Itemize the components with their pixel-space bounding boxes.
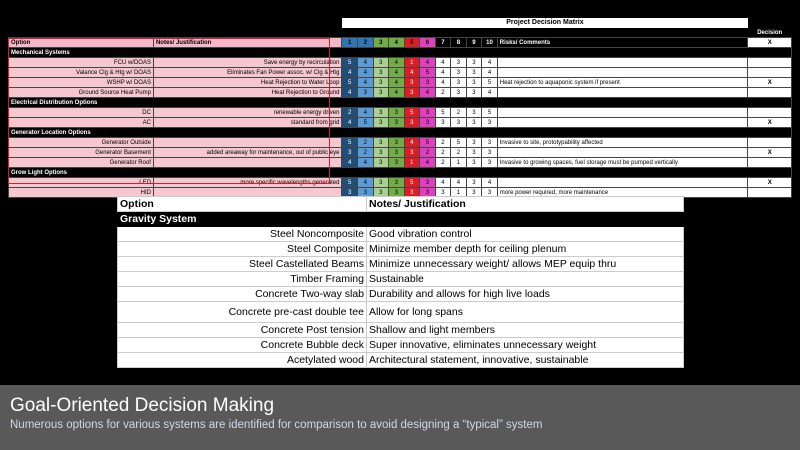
notes-column-header: Notes/ Justification <box>153 38 341 48</box>
risk-cell: Invasive to growing spaces, fuel storage must be pumped vertically <box>497 158 748 168</box>
decision-cell <box>748 88 792 98</box>
note-cell: Save energy by recirculation <box>153 58 341 68</box>
score-cell: 3 <box>466 58 482 68</box>
risk-cell <box>497 118 748 128</box>
gravity-option-cell: Concrete pre-cast double tee <box>118 302 367 323</box>
gravity-row <box>118 242 684 257</box>
score-cell: 4 <box>404 68 420 78</box>
score-cell: 3 <box>373 148 389 158</box>
number-column-header: 7 <box>435 38 451 48</box>
score-cell: 4 <box>451 178 467 188</box>
risk-cell: Invasive to site, prototypability affected <box>497 138 748 148</box>
score-cell: 3 <box>404 78 420 88</box>
score-cell: 3 <box>435 188 451 198</box>
gravity-row <box>118 227 684 242</box>
score-cell: 3 <box>373 68 389 78</box>
risk-cell <box>497 108 748 118</box>
gravity-option-cell: Concrete Two-way slab <box>118 287 367 302</box>
score-cell: 2 <box>451 148 467 158</box>
gravity-row <box>118 287 684 302</box>
gravity-row <box>118 338 684 353</box>
score-cell: 3 <box>389 148 405 158</box>
score-cell: 3 <box>404 118 420 128</box>
score-cell: 3 <box>357 88 373 98</box>
risk-cell <box>497 58 748 68</box>
score-cell: 4 <box>389 68 405 78</box>
option-cell: FCU w/DOAS <box>9 58 154 68</box>
score-cell: 3 <box>404 148 420 158</box>
gravity-section-row <box>118 212 684 227</box>
decision-cell: X <box>748 148 792 158</box>
gravity-row <box>118 353 684 368</box>
score-cell: 3 <box>482 118 498 128</box>
score-cell: 3 <box>389 158 405 168</box>
score-cell: 3 <box>342 148 358 158</box>
option-cell: Ground Source Heat Pump <box>9 88 154 98</box>
matrix-section-row <box>9 48 792 58</box>
score-cell: 3 <box>451 68 467 78</box>
score-cell: 2 <box>435 88 451 98</box>
score-cell: 3 <box>451 118 467 128</box>
risk-cell <box>497 88 748 98</box>
score-cell: 5 <box>342 58 358 68</box>
score-cell: 5 <box>404 108 420 118</box>
score-cell: 5 <box>342 78 358 88</box>
score-cell: 3 <box>466 68 482 78</box>
decision-column-header: X <box>748 38 792 48</box>
option-cell: Generator Outside <box>9 138 154 148</box>
score-cell: 1 <box>404 158 420 168</box>
score-cell: 3 <box>466 108 482 118</box>
score-cell: 1 <box>404 58 420 68</box>
risk-cell <box>497 148 748 158</box>
score-cell: 4 <box>482 88 498 98</box>
score-cell: 5 <box>482 108 498 118</box>
score-cell: 3 <box>389 118 405 128</box>
note-cell: more specific wavelengths generated <box>153 178 341 188</box>
option-cell: DC <box>9 108 154 118</box>
score-cell: 3 <box>389 188 405 198</box>
score-cell: 2 <box>435 138 451 148</box>
gravity-note-cell: Shallow and light members <box>367 323 684 338</box>
score-cell: 4 <box>389 88 405 98</box>
matrix-section-title: Grow Light Options <box>9 168 792 178</box>
score-cell: 5 <box>435 108 451 118</box>
score-cell: 5 <box>342 178 358 188</box>
score-cell: 3 <box>373 78 389 88</box>
score-cell: 3 <box>435 118 451 128</box>
gravity-note-cell: Sustainable <box>367 272 684 287</box>
score-cell: 3 <box>357 188 373 198</box>
score-cell: 4 <box>420 158 436 168</box>
score-cell: 5 <box>342 138 358 148</box>
decision-column-title: Decision <box>748 28 792 38</box>
gravity-option-header: Option <box>118 197 367 212</box>
matrix-section-row <box>9 168 792 178</box>
matrix-row <box>9 58 792 68</box>
matrix-row <box>9 158 792 168</box>
score-cell: 4 <box>357 158 373 168</box>
gravity-section-title: Gravity System <box>118 212 684 227</box>
note-cell: renewable energy driven <box>153 108 341 118</box>
score-cell: 5 <box>404 178 420 188</box>
score-cell: 4 <box>342 88 358 98</box>
gravity-system-table <box>117 196 684 368</box>
gravity-row <box>118 323 684 338</box>
option-cell: LED <box>9 178 154 188</box>
score-cell: 4 <box>389 78 405 88</box>
decision-matrix-table <box>8 18 792 198</box>
number-column-header: 5 <box>404 38 420 48</box>
score-cell: 3 <box>466 88 482 98</box>
number-column-header: 9 <box>466 38 482 48</box>
score-cell: 3 <box>466 158 482 168</box>
gravity-option-cell: Timber Framing <box>118 272 367 287</box>
score-cell: 1 <box>451 188 467 198</box>
score-cell: 3 <box>451 58 467 68</box>
score-cell: 3 <box>404 88 420 98</box>
gravity-option-cell: Steel Composite <box>118 242 367 257</box>
score-cell: 3 <box>389 138 405 148</box>
matrix-section-title: Generator Location Options <box>9 128 792 138</box>
matrix-title-row <box>9 18 792 28</box>
score-cell: 3 <box>451 88 467 98</box>
score-cell: 5 <box>357 118 373 128</box>
note-cell <box>153 138 341 148</box>
score-cell: 4 <box>357 58 373 68</box>
matrix-row <box>9 108 792 118</box>
score-cell: 1 <box>451 158 467 168</box>
gravity-option-cell: Steel Noncomposite <box>118 227 367 242</box>
score-cell: 3 <box>466 138 482 148</box>
score-cell: 3 <box>373 158 389 168</box>
score-cell: 4 <box>357 68 373 78</box>
score-cell: 4 <box>420 58 436 68</box>
score-cell: 3 <box>373 138 389 148</box>
score-cell: 4 <box>357 108 373 118</box>
note-cell <box>153 158 341 168</box>
score-cell: 3 <box>466 178 482 188</box>
score-cell: 2 <box>357 148 373 158</box>
decision-cell <box>748 58 792 68</box>
number-column-header: 3 <box>373 38 389 48</box>
score-cell: 4 <box>404 138 420 148</box>
option-cell: AC <box>9 118 154 128</box>
score-cell: 3 <box>420 118 436 128</box>
score-cell: 2 <box>357 138 373 148</box>
score-cell: 3 <box>420 78 436 88</box>
gravity-option-cell: Steel Castellated Beams <box>118 257 367 272</box>
score-cell: 4 <box>482 178 498 188</box>
risk-cell <box>497 178 748 188</box>
score-cell: 3 <box>373 88 389 98</box>
risk-cell: more power required, more maintenance <box>497 188 748 198</box>
score-cell: 5 <box>420 138 436 148</box>
decision-cell <box>748 138 792 148</box>
score-cell: 3 <box>466 148 482 158</box>
score-cell: 4 <box>389 58 405 68</box>
matrix-section-title: Mechanical Systems <box>9 48 792 58</box>
note-cell: Heat Rejection to Ground <box>153 88 341 98</box>
gravity-note-cell: Minimize member depth for ceiling plenum <box>367 242 684 257</box>
score-cell: 4 <box>342 158 358 168</box>
score-cell: 4 <box>357 78 373 88</box>
gravity-note-cell: Architectural statement, innovative, sustainable <box>367 353 684 368</box>
score-cell: 3 <box>451 78 467 88</box>
matrix-row <box>9 78 792 88</box>
gravity-row <box>118 272 684 287</box>
score-cell: 3 <box>373 188 389 198</box>
gravity-note-cell: Durability and allows for high live loads <box>367 287 684 302</box>
number-column-header: 1 <box>342 38 358 48</box>
decision-cell: X <box>748 178 792 188</box>
score-cell: 4 <box>435 178 451 188</box>
matrix-row <box>9 68 792 78</box>
matrix-decision-label-row <box>9 28 792 38</box>
score-cell: 3 <box>389 108 405 118</box>
note-cell: Heat Rejection to Water Loop <box>153 78 341 88</box>
score-cell: 3 <box>420 188 436 198</box>
score-cell: 4 <box>482 58 498 68</box>
score-cell: 3 <box>466 118 482 128</box>
gravity-note-cell: Super innovative, eliminates unnecessary weight <box>367 338 684 353</box>
score-cell: 2 <box>451 108 467 118</box>
matrix-section-row <box>9 98 792 108</box>
matrix-title: Project Decision Matrix <box>342 18 748 28</box>
score-cell: 3 <box>373 108 389 118</box>
score-cell: 3 <box>420 108 436 118</box>
score-cell: 3 <box>482 138 498 148</box>
score-cell: 3 <box>373 118 389 128</box>
score-cell: 5 <box>482 78 498 88</box>
score-cell: 3 <box>482 188 498 198</box>
score-cell: 2 <box>435 158 451 168</box>
score-cell: 3 <box>342 188 358 198</box>
gravity-option-cell: Concrete Bubble deck <box>118 338 367 353</box>
score-cell: 4 <box>342 118 358 128</box>
score-cell: 5 <box>451 138 467 148</box>
matrix-section-row <box>9 128 792 138</box>
score-cell: 3 <box>466 188 482 198</box>
note-cell: added areaway for maintenance, out of public eye <box>153 148 341 158</box>
option-cell: WSHP w/ DOAS <box>9 78 154 88</box>
option-cell: HID <box>9 188 154 198</box>
matrix-row <box>9 138 792 148</box>
score-cell: 4 <box>435 78 451 88</box>
caption-subtitle: Numerous options for various systems are identified for comparison to avoid designing a “typical” system <box>10 419 543 431</box>
gravity-row <box>118 257 684 272</box>
score-cell: 3 <box>389 178 405 188</box>
gravity-note-cell: Minimize unnecessary weight/ allows MEP equip thru <box>367 257 684 272</box>
score-cell: 3 <box>373 58 389 68</box>
decision-cell <box>748 68 792 78</box>
gravity-option-cell: Concrete Post tension <box>118 323 367 338</box>
score-cell: 4 <box>435 68 451 78</box>
score-cell: 4 <box>342 68 358 78</box>
number-column-header: 8 <box>451 38 467 48</box>
caption-title: Goal-Oriented Decision Making <box>10 395 275 416</box>
score-cell: 3 <box>373 178 389 188</box>
decision-cell: X <box>748 118 792 128</box>
caption-bar <box>0 385 800 450</box>
gravity-row <box>118 302 684 323</box>
number-column-header: 10 <box>482 38 498 48</box>
matrix-section-title: Electrical Distribution Options <box>9 98 792 108</box>
score-cell: 4 <box>420 88 436 98</box>
gravity-notes-header: Notes/ Justification <box>367 197 684 212</box>
gravity-note-cell: Good vibration control <box>367 227 684 242</box>
matrix-row <box>9 178 792 188</box>
matrix-header-row <box>9 38 792 48</box>
risk-cell: Heat rejection to aquaponic system if present <box>497 78 748 88</box>
gravity-header-row <box>118 197 684 212</box>
score-cell: 2 <box>342 108 358 118</box>
option-cell: Valance Clg & Htg w/ DOAS <box>9 68 154 78</box>
decision-cell <box>748 188 792 198</box>
number-column-header: 2 <box>357 38 373 48</box>
decision-cell <box>748 108 792 118</box>
score-cell: 4 <box>435 58 451 68</box>
score-cell: 3 <box>482 148 498 158</box>
gravity-option-cell: Acetylated wood <box>118 353 367 368</box>
score-cell: 3 <box>482 158 498 168</box>
decision-cell: X <box>748 78 792 88</box>
score-cell: 3 <box>466 78 482 88</box>
option-column-header: Option <box>9 38 154 48</box>
risks-column-header: Risks/ Comments <box>497 38 748 48</box>
option-cell: Generator Roof <box>9 158 154 168</box>
score-cell: 3 <box>420 178 436 188</box>
option-cell: Generator Basement <box>9 148 154 158</box>
score-cell: 2 <box>435 148 451 158</box>
number-column-header: 4 <box>389 38 405 48</box>
note-cell: standard from grid <box>153 118 341 128</box>
matrix-row <box>9 88 792 98</box>
matrix-row <box>9 118 792 128</box>
decision-cell <box>748 158 792 168</box>
risk-cell <box>497 68 748 78</box>
score-cell: 3 <box>404 188 420 198</box>
score-cell: 4 <box>482 68 498 78</box>
number-column-header: 6 <box>420 38 436 48</box>
gravity-note-cell: Allow for long spans <box>367 302 684 323</box>
matrix-row <box>9 148 792 158</box>
score-cell: 4 <box>357 178 373 188</box>
score-cell: 5 <box>420 68 436 78</box>
score-cell: 2 <box>420 148 436 158</box>
note-cell: Eliminates Fan Power assoc. w/ Clg & Htg <box>153 68 341 78</box>
